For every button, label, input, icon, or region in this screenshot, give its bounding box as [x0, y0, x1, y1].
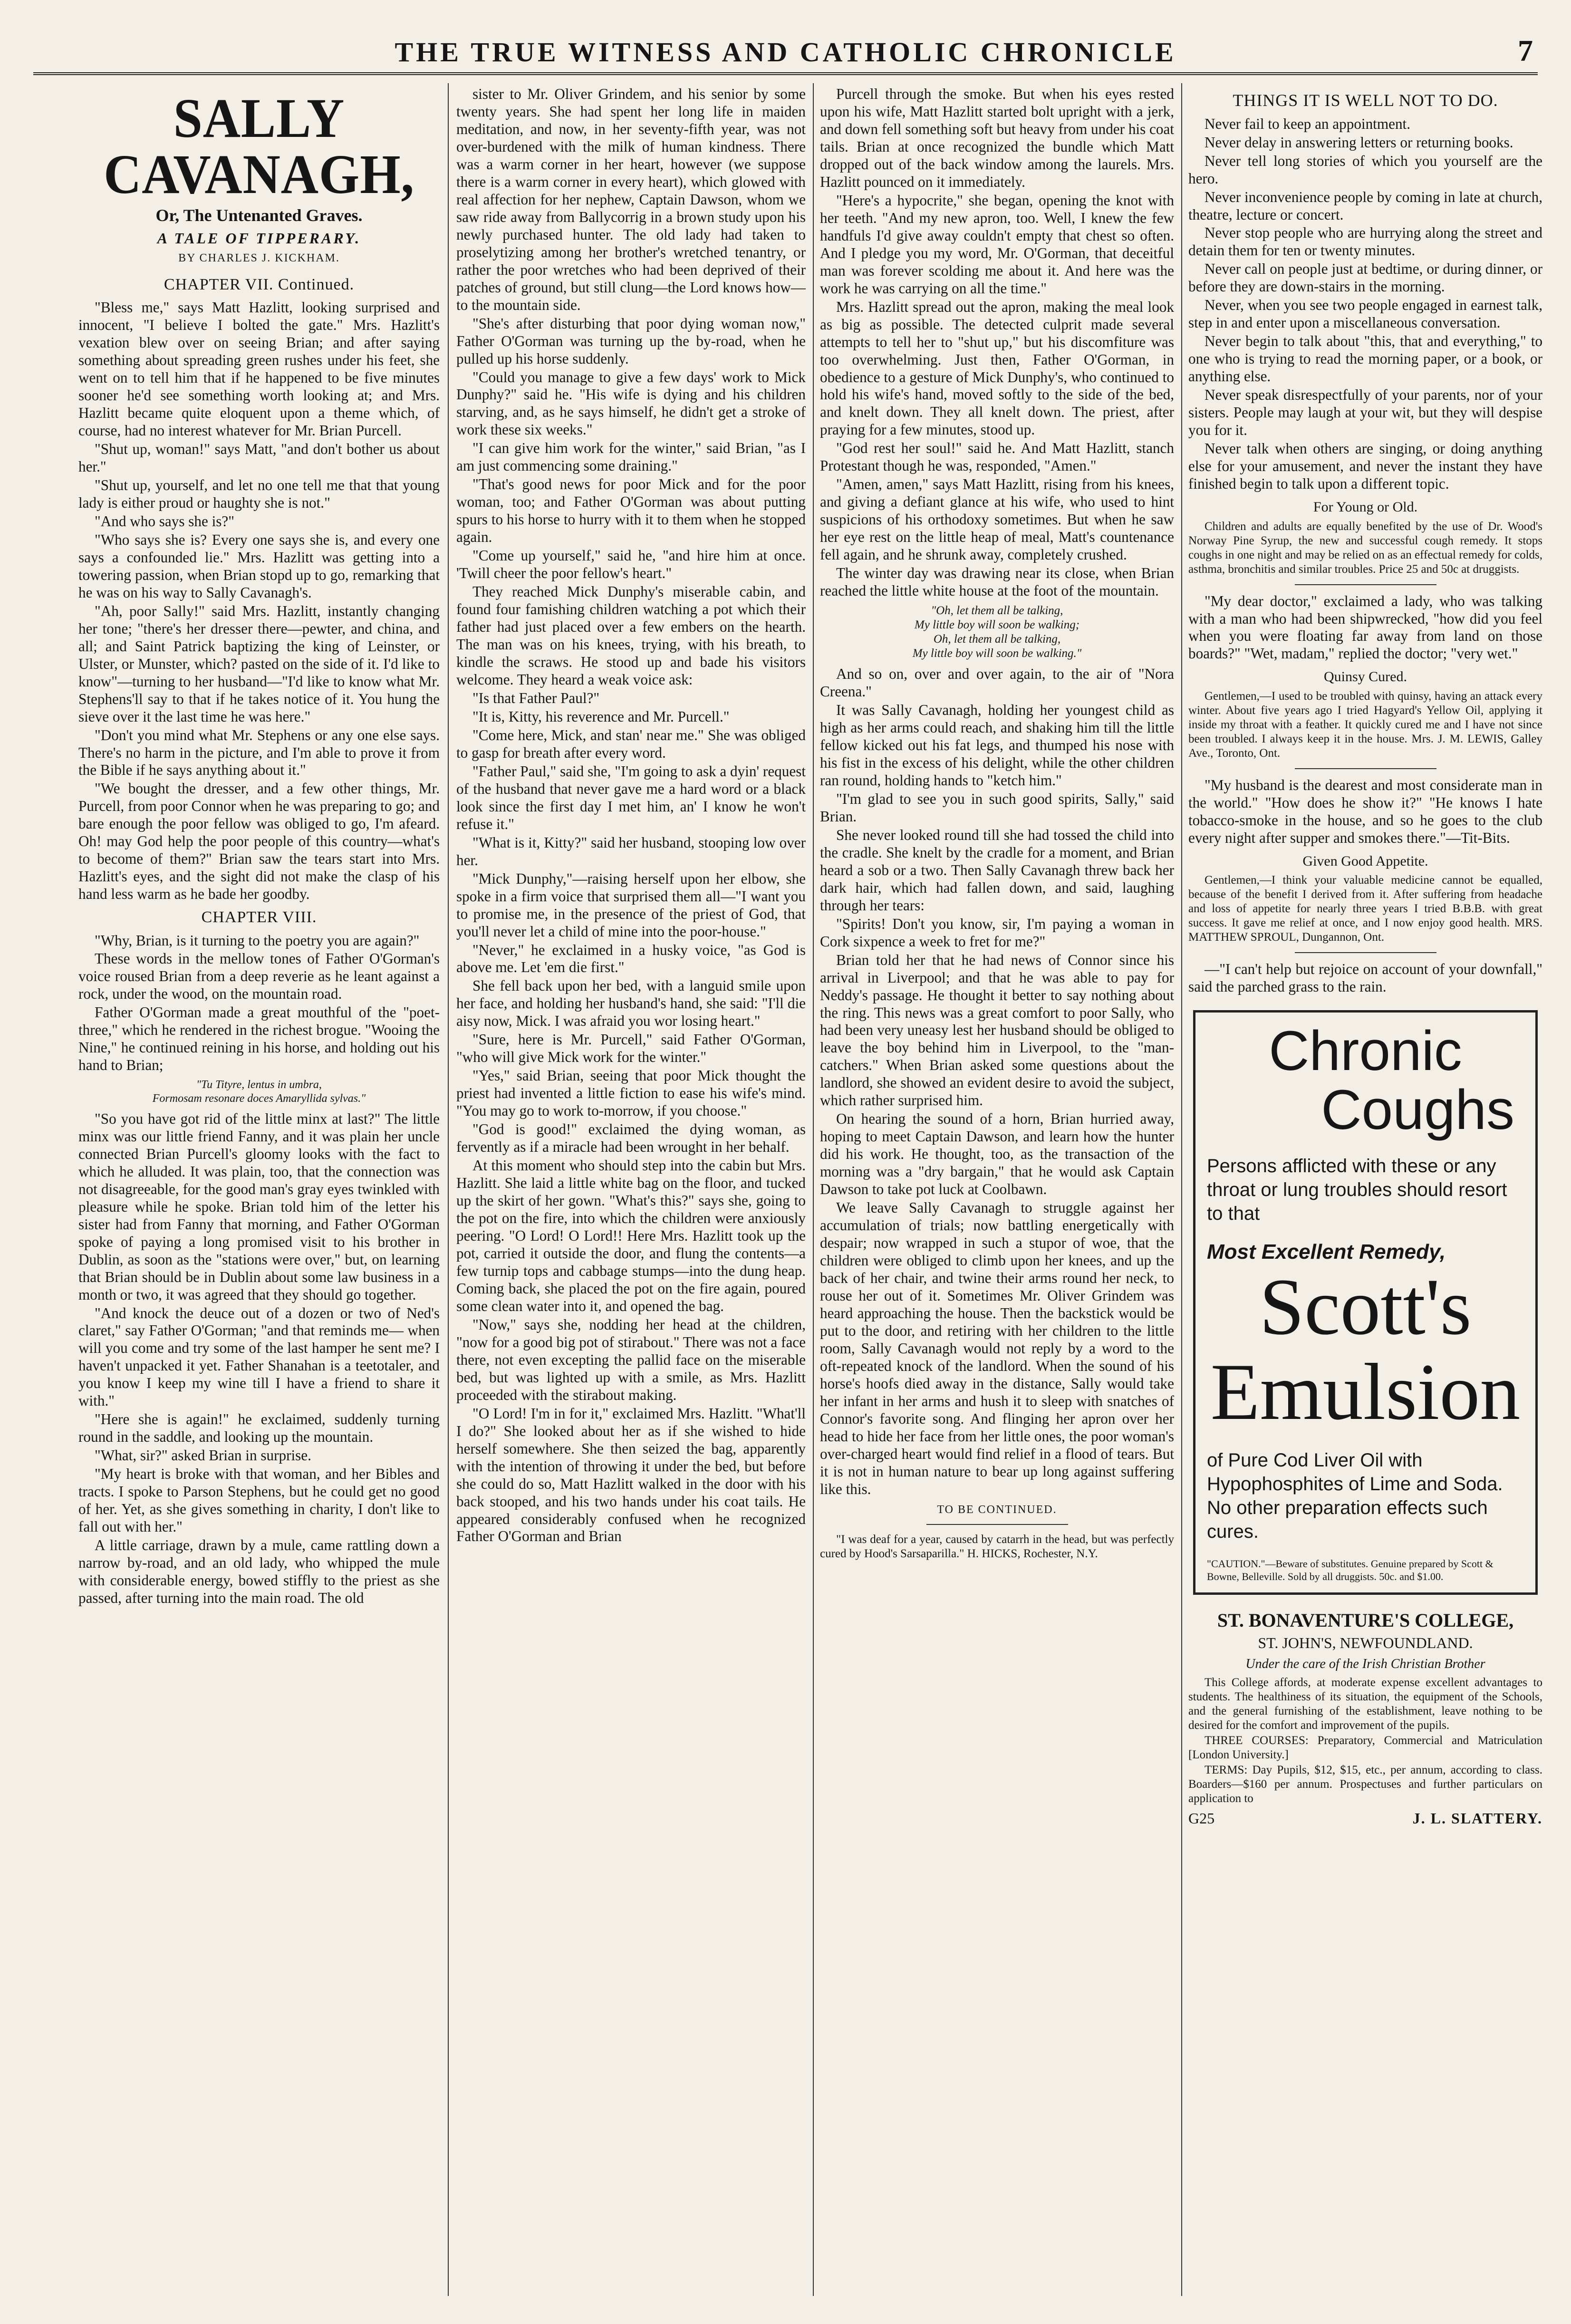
- to-be-continued: TO BE CONTINUED.: [937, 1503, 1057, 1516]
- paragraph: These words in the mellow tones of Father O'Gorman's voice roused Brian from a deep reverie as he leant against a rock, under the wood, on the mountain road.: [78, 950, 440, 1003]
- paragraph: The winter day was drawing near its close, when Brian reached the little white house at the foot of the mountain.: [820, 565, 1174, 599]
- paragraph: "That's good news for poor Mick and for the poor woman, too; and Father O'Gorman was about putting spurs to his horse to hurry with it to them when he stopped again.: [456, 476, 806, 546]
- paragraph: "Father Paul," said she, "I'm going to ask a dyin' request of the husband that never gave me a hard word or a black look since the first day I met him, an' I know he won't refuse it.": [456, 762, 806, 832]
- latin-verse: "Tu Tityre, lentus in umbra, Formosam resonare doces Amaryllida sylvas.": [152, 1079, 366, 1105]
- scotts-emulsion-ad: [1193, 1010, 1538, 1595]
- column-4: [1188, 86, 1542, 2296]
- story-subtitle: Or, The Untenanted Graves.: [155, 206, 363, 225]
- paragraph: They reached Mick Dunphy's miserable cabin, and found four famishing children watching a pot which their father had just placed over a few embers on the hearth. The man was on his knees, trying, with his breath, to kindle the scraws. He stood up and bade his visitors welcome. They heard a weak voice ask:: [456, 583, 806, 688]
- chapter-heading: CHAPTER VII. Continued.: [164, 276, 355, 293]
- paragraph: "Ah, poor Sally!" said Mrs. Hazlitt, instantly changing her tone; "there's her dresser there—pewter, and china, and all; and Saint Patrick baptizing the king of Leinster, or Ulster, or Munster, which? pasted on the side of it. I'd like to know"—turning to her husband—"I'd like to know what Mr. Stephens'll say to that if he takes notice of it. You hung the sieve over it the last time he was here.": [78, 602, 440, 725]
- paragraph: And so on, over and over again, to the air of "Nora Creena.": [820, 665, 1174, 700]
- column-rule: [1181, 83, 1182, 2296]
- college-direction: Under the care of the Irish Christian Brother: [1245, 1657, 1485, 1672]
- paragraph: She fell back upon her bed, with a languid smile upon her face, and holding her husband's hand, she said: "I'll die aisy now, Mick. I was afraid you wor losing heart.": [456, 977, 806, 1030]
- paragraph: Never tell long stories of which you yourself are the hero.: [1188, 152, 1542, 187]
- paragraph: "We bought the dresser, and a few other things, Mr. Purcell, from poor Connor when he was preparing to go; and bare enough the poor fellow was obliged to go, I'm afeard. Oh! may God help the poor people of this country—what's to become of them?" Brian saw the tears start into Mrs. Hazlitt's eyes, and the sight did not make the clasp of his hand less warm as he bade her goodby.: [78, 780, 440, 903]
- parched-grass: —"I can't help but rejoice on account of your downfall," said the parched grass to the rain.: [1188, 961, 1542, 995]
- column-1: [78, 86, 440, 2296]
- story-byline: BY CHARLES J. KICKHAM.: [178, 251, 340, 264]
- paragraph: "Come up yourself," said he, "and hire him at once. 'Twill cheer the poor fellow's heart.": [456, 547, 806, 582]
- paragraph: "Don't you mind what Mr. Stephens or any one else says. There's no harm in the picture, and I'm able to prove it from the Bible if he says anything about it.": [78, 726, 440, 779]
- paragraph: "God rest her soul!" said he. And Matt Hazlitt, stanch Protestant though he was, responded, "Amen.": [820, 440, 1174, 474]
- paragraph: Never, when you see two people engaged in earnest talk, step in and enter upon a miscellaneous conversation.: [1188, 297, 1542, 331]
- young-old-title: For Young or Old.: [1313, 499, 1418, 515]
- song-verse: "Oh, let them all be talking, My little boy will soon be walking; Oh, let them all be talking, My little boy will soon be walking.": [912, 604, 1082, 660]
- paragraph: Never speak disrespectfully of your parents, nor of your sisters. People may laugh at your wit, but they will despise you for it.: [1188, 386, 1542, 439]
- college-location: ST. JOHN'S, NEWFOUNDLAND.: [1258, 1634, 1473, 1652]
- newspaper-title: THE TRUE WITNESS AND CATHOLIC CHRONICLE: [395, 37, 1176, 68]
- paragraph: Father O'Gorman made a great mouthful of the "poet-three," which he rendered in the richest brogue. "Wooing the Nine," he continued reining in his horse, and holding out his hand to Brian;: [78, 1004, 440, 1074]
- divider: [926, 1524, 1068, 1525]
- column-3: [820, 86, 1174, 2296]
- paragraph: At this moment who should step into the cabin but Mrs. Hazlitt. She laid a little white bag on the floor, and tucked up the skirt of her gown. "What's this?" says she, going to the pot on the fire, into which the children were anxiously peering. "O Lord! O Lord!! Here Mrs. Hazlitt took up the pot, carried it outside the door, and flung the contents—a few turnip tops and cabbage stumps—into the dung heap. Coming back, she placed the pot on the fire again, poured some clean water into it, and opened the bag.: [456, 1157, 806, 1314]
- paragraph: A little carriage, drawn by a mule, came rattling down a narrow by-road, and an old lady, who whipped the mule with considerable energy, bowed stiffly to the priest as she passed, after turning into the main road. The old: [78, 1537, 440, 1606]
- paragraph: Never inconvenience people by coming in late at church, theatre, lecture or concert.: [1188, 188, 1542, 223]
- paragraph: Never stop people who are hurrying along the street and detain them for ten or twenty minutes.: [1188, 224, 1542, 259]
- paragraph: "What is it, Kitty?" said her husband, stooping low over her.: [456, 834, 806, 868]
- quinsy-title: Quinsy Cured.: [1324, 669, 1407, 685]
- story-title: SALLY CAVANAGH,: [104, 87, 414, 205]
- chapter-heading: CHAPTER VIII.: [201, 908, 317, 926]
- paragraph: "Mick Dunphy,"—raising herself upon her elbow, she spoke in a firm voice that surprised them all—"I want you to promise me, in the presence of the priest of God, that you'll never let a child of mine into the poor-house.": [456, 870, 806, 940]
- paragraph: "God is good!" exclaimed the dying woman, as fervently as if a miracle had been wrought in her behalf.: [456, 1121, 806, 1156]
- paragraph: "Could you manage to give a few days' work to Mick Dunphy?" said he. "His wife is dying and his children starving, and, as he says himself, he didn't get a stroke of work these six weeks.": [456, 368, 806, 438]
- ad-text: Persons afflicted with these or any throat or lung troubles should resort to that: [1207, 1156, 1507, 1225]
- college-title: ST. BONAVENTURE'S COLLEGE,: [1217, 1610, 1514, 1631]
- paragraph: "Now," says she, nodding her head at the children, "now for a good big pot of stirabout." There was not a face there, not even excepting the pallid face on the miserable bed, but was lighted up with a smile, as Mrs. Hazlitt proceeded with the stirabout making.: [456, 1316, 806, 1403]
- column-rule: [813, 83, 814, 2296]
- paragraph: Brian told her that he had news of Connor since his arrival in Liverpool; and that he was able to pay for Neddy's passage. He thought it better to say nothing about the ring. This news was a great comfort to poor Sally, who had been very uneasy lest her husband should be obliged to leave the boy behind him in Liverpool, to the "man-catchers." When Brian asked some questions about the landlord, she showed an evident desire to avoid the subject, which rather surprised him.: [820, 951, 1174, 1109]
- appetite-text: Gentlemen,—I think your valuable medicine cannot be equalled, because of the benefit I derived from it. After suffering from headache and loss of appetite for nearly three years I tried B.B.B. with great success. It gave me relief at once, and I now enjoy good health. MRS. MATTHEW SPROUL, Dungannon, Ont.: [1188, 874, 1542, 944]
- anecdote-doctor: "My dear doctor," exclaimed a lady, who was talking with a man who had been shipwrecked, "how did you feel when you were floating far away from land on those boards?" "Wet, madam," replied the doctor; "very wet.": [1188, 592, 1542, 662]
- college-courses: THREE COURSES: Preparatory, Commercial and Matriculation [London University.]: [1188, 1734, 1542, 1762]
- paragraph: "It is, Kitty, his reverence and Mr. Purcell.": [472, 708, 730, 725]
- paragraph: "Amen, amen," says Matt Hazlitt, rising from his knees, and giving a defiant glance at his wife, who used to hint suspicions of his orthodoxy sometimes. But when he saw her eye rest on the little heap of meal, Matt's countenance fell again, and he shrunk away, completely crushed.: [820, 476, 1174, 563]
- quinsy-text: Gentlemen,—I used to be troubled with quinsy, having an attack every winter. About five years ago I tried Hagyard's Yellow Oil, applying it inside my throat with a feather. It quickly cured me and I have not since been troubled. I always keep it in the house. Mrs. J. M. LEWIS, Galley Ave., Toronto, Ont.: [1188, 689, 1542, 760]
- paragraph: "Yes," said Brian, seeing that poor Mick thought the priest had invented a little fiction to ease his wife's mind. "You may go to work to-morrow, if you choose.": [456, 1067, 806, 1119]
- paragraph: "And knock the deuce out of a dozen or two of Ned's claret," say Father O'Gorman; "and that reminds me— when will you come and try some of the last hamper he sent me? I haven't unpacked it yet. Father Shanahan is a teetotaler, and you know I keep my wine till I have a friend to share it with.": [78, 1304, 440, 1409]
- paragraph: "I'm glad to see you in such good spirits, Sally," said Brian.: [820, 790, 1174, 825]
- column-2: [456, 86, 806, 2296]
- paragraph: It was Sally Cavanagh, holding her youngest child as high as her arms could reach, and shaking him till the little fellow kicked out his fat legs, and thumped his nose with his fist in the excess of his delight, while the other children ran round, holding hands to "ketch him.": [820, 702, 1174, 789]
- college-terms: TERMS: Day Pupils, $12, $15, etc., per annum, according to class. Boarders—$160 per annum. Prospectuses and further particulars on application to: [1188, 1764, 1542, 1805]
- ad-remedy: Most Excellent Remedy,: [1207, 1240, 1446, 1264]
- divider: [1295, 584, 1436, 585]
- things-title: THINGS IT IS WELL NOT TO DO.: [1233, 91, 1498, 110]
- paragraph: "So you have got rid of the little minx at last?" The little minx was our little friend Fanny, and it was plain her uncle connected Brian Purcell's gloomy looks with the fact to which he alluded. It was plain, too, that the connection was not disagreeable, for the good man's gray eyes twinkled with pleasure while he spoke. Brian told him of the letter his sister had from Fanny that morning, and Father O'Gorman spoke of paying a long promised visit to his brother in Dublin, as soon as the "stations were over," but, on learning that Brian should be in Dublin about some law business in a month or two, it was agreed that they should go together.: [78, 1110, 440, 1303]
- column-rule: [448, 83, 449, 2296]
- paragraph: "Shut up, woman!" says Matt, "and don't bother us about her.": [78, 441, 440, 475]
- paragraph: Never talk when others are singing, or doing anything else for your amusement, and never the instant they have finished begin to talk upon a different topic.: [1188, 440, 1542, 492]
- paragraph: "She's after disturbing that poor dying woman now," Father O'Gorman was turning up the by-road, when he pulled up his horse suddenly.: [456, 315, 806, 367]
- paragraph: Mrs. Hazlitt spread out the apron, making the meal look as big as possible. The detected culprit made several attempts to tell her to "shut up," but his discomfiture was too overwhelming. Just then, Father O'Gorman, in obedience to a gesture of Mick Dunphy's, who continued to hold his wife's hand, moved softly to the side of the bed, and knelt down. They all knelt down. The priest, after praying for a few minutes, stood up.: [820, 298, 1174, 438]
- paragraph: Never delay in answering letters or returning books.: [1205, 134, 1513, 151]
- story-tale: A TALE OF TIPPERARY.: [157, 229, 361, 247]
- ad-caution: "CAUTION."—Beware of substitutes. Genuine prepared by Scott & Bowne, Belleville. Sold by all druggists. 50c. and $1.00.: [1207, 1558, 1494, 1582]
- paragraph: Never begin to talk about "this, that and everything," to one who is trying to read the morning paper, or a book, or anything else.: [1188, 333, 1542, 385]
- paragraph: "O Lord! I'm in for it," exclaimed Mrs. Hazlitt. "What'll I do?" She looked about her as if she wished to hide herself somewhere. She then seized the bag, apparently with the intention of throwing it under the bed, but before she could do so, Matt Hazlitt walked in the door with his back stooped, and his two hands under his coat tails. He appeared considerably confused when he recognized Father O'Gorman and Brian: [456, 1405, 806, 1545]
- paragraph: We leave Sally Cavanagh to struggle against her accumulation of trials; now battling energetically with despair; now wrapped in such a stupor of woe, that the children were obliged to climb upon her knees, and up the back of her chair, and twine their arms round her neck, to rouse her out of it. Sometimes Mr. Oliver Grindem was heard approaching the house. Then the backstick would be put to the door, and retiring with her children to the little room, Sally Cavanagh would not reply by a word to the oft-repeated knock of the landlord. When the sound of his horse's hoofs died away in the distance, Sally would take her infant in her arms and hush it to sleep with snatches of Connor's favorite song. And flinging her apron over her head to hide her face from her little ones, the poor woman's over-charged heart would find relief in a flood of tears. But it is not in human nature to bear up long against suffering like this.: [820, 1199, 1174, 1497]
- ad-chronic: Chronic: [1269, 1020, 1462, 1083]
- appetite-title: Given Good Appetite.: [1302, 853, 1428, 869]
- page-number: 7: [1518, 34, 1533, 68]
- divider: [1295, 768, 1436, 769]
- paragraph: "What, sir?" asked Brian in surprise.: [95, 1447, 311, 1464]
- paragraph: "Is that Father Paul?": [472, 689, 600, 706]
- paragraph: Never call on people just at bedtime, or during dinner, or before they are down-stairs in the morning.: [1188, 260, 1542, 295]
- paragraph: "I can give him work for the winter," said Brian, "as I am just commencing some draining.": [456, 440, 806, 474]
- anecdote-husband: "My husband is the dearest and most considerate man in the world." "How does he show it?" "He knows I hate tobacco-smoke in the house, and so he goes to the club every night after supper and smokes there."—Tit-Bits.: [1188, 776, 1542, 846]
- paragraph: Purcell through the smoke. But when his eyes rested upon his wife, Matt Hazlitt started bolt upright with a jerk, and down fell something soft but heavy from under his coat tails. Brian at once recognized the bundle which Matt dropped out of the back window among the laurels. Mrs. Hazlitt pounced on it immediately.: [820, 86, 1174, 190]
- paragraph: "Never," he exclaimed in a husky voice, "as God is above me. Let 'em die first.": [456, 941, 806, 976]
- paragraph: "Here she is again!" he exclaimed, suddenly turning round in the saddle, and looking up the mountain.: [78, 1411, 440, 1446]
- paragraph: "And who says she is?": [95, 512, 234, 530]
- paragraph: Never fail to keep an appointment.: [1205, 115, 1411, 132]
- college-signature: G25 J. L. SLATTERY.: [1188, 1810, 1542, 1827]
- paragraph: "Who says she is? Every one says she is, and every one says a confounded lie." Mrs. Hazlitt was getting into a towering passion, when Brian stopd up to go, remarking that he was on his way to Sally Cavanagh's.: [78, 531, 440, 601]
- paragraph: "Come here, Mick, and stan' near me." She was obliged to gasp for breath after every word.: [456, 726, 806, 761]
- paragraph: "Bless me," says Matt Hazlitt, looking surprised and innocent, "I believe I bolted the gate." Mrs. Hazlitt's vexation blew over on seeing Brian; and after saying something about spreading green rushes under his feet, she went on to tell him that if he happened to be five minutes sooner he'd see something worth looking at; and Mrs. Hazlitt became quite eloquent upon a theme which, of course, had no interest whatever for Mr. Brian Purcell.: [78, 299, 440, 439]
- paragraph: "Here's a hypocrite," she began, opening the knot with her teeth. "And my new apron, too. Well, I knew the few handfuls I'd give away couldn't empty that chest so often. And I pledge you my word, Mr. O'Gorman, that deceitful man was forever scolding me about it. And here was the work he was carrying on all the time.": [820, 192, 1174, 297]
- masthead: [33, 29, 1538, 75]
- testimonial: "I was deaf for a year, caused by catarrh in the head, but was perfectly cured by Hood's Sarsaparilla." H. HICKS, Rochester, N.Y.: [820, 1533, 1174, 1561]
- college-text: This College affords, at moderate expense excellent advantages to students. The healthiness of its situation, the equipment of the Schools, and the general furnishing of the establishment, leave nothing to be desired for the comfort and improvement of the pupils.: [1188, 1676, 1542, 1732]
- paragraph: sister to Mr. Oliver Grindem, and his senior by some twenty years. She had spent her long life in maiden meditation, and now, in her seventy-fifth year, was not over-burdened with the milk of human kindness. There was a warm corner in her heart, however (we suppose there is a warm corner in every heart), which glowed with real affection for her nephew, Captain Dawson, whom we saw ride away from Ballycorrig in a brown study upon his newly purchased hunter. The old lady had taken to proselytizing among her brother's wretched tenantry, or rather the poor wretches who had been deprived of their patches of ground, but still clung—the Lord knows how—to the mountain side.: [456, 86, 806, 313]
- young-old-text: Children and adults are equally benefited by the use of Dr. Wood's Norway Pine Syrup, the new and successful cough remedy. It stops coughs in one night and may be relied on as an effectual remedy for colds, asthma, bronchitis and similar troubles. Price 25 and 50c at druggists.: [1188, 520, 1542, 576]
- divider: [1295, 952, 1436, 953]
- paragraph: "Spirits! Don't you know, sir, I'm paying a woman in Cork sixpence a week to fret for me?": [820, 915, 1174, 950]
- paragraph: "Shut up, yourself, and let no one tell me that that young lady is either proud or haughty she is not.": [78, 476, 440, 511]
- ad-scotts: Scott's: [1259, 1262, 1472, 1352]
- paragraph: "Why, Brian, is it turning to the poetry you are again?": [95, 932, 420, 949]
- paragraph: She never looked round till she had tossed the child into the cradle. She knelt by the cradle for a moment, and Brian heard a sob or a two. Then Sally Cavanagh threw back her dark hair, which had fallen down, and said, laughing through her tears:: [820, 826, 1174, 914]
- paragraph: "Sure, here is Mr. Purcell," said Father O'Gorman, "who will give Mick work for the winter.": [456, 1031, 806, 1066]
- paragraph: "My heart is broke with that woman, and her Bibles and tracts. I spoke to Parson Stephens, but he could get no good of her. Yet, as she gives something in charity, I don't like to fall out with her.": [78, 1466, 440, 1535]
- ad-coughs: Coughs: [1321, 1079, 1514, 1142]
- ad-text-2: of Pure Cod Liver Oil with Hypophosphites of Lime and Soda. No other preparation effects such cures.: [1207, 1450, 1503, 1543]
- paragraph: On hearing the sound of a horn, Brian hurried away, hoping to meet Captain Dawson, and learn how the hunter did his work. He thought, too, as the transaction of the morning was a "dry bargain," that he would ask Captain Dawson to take pot luck at Coolbawn.: [820, 1110, 1174, 1198]
- ad-emulsion: Emulsion: [1210, 1347, 1521, 1437]
